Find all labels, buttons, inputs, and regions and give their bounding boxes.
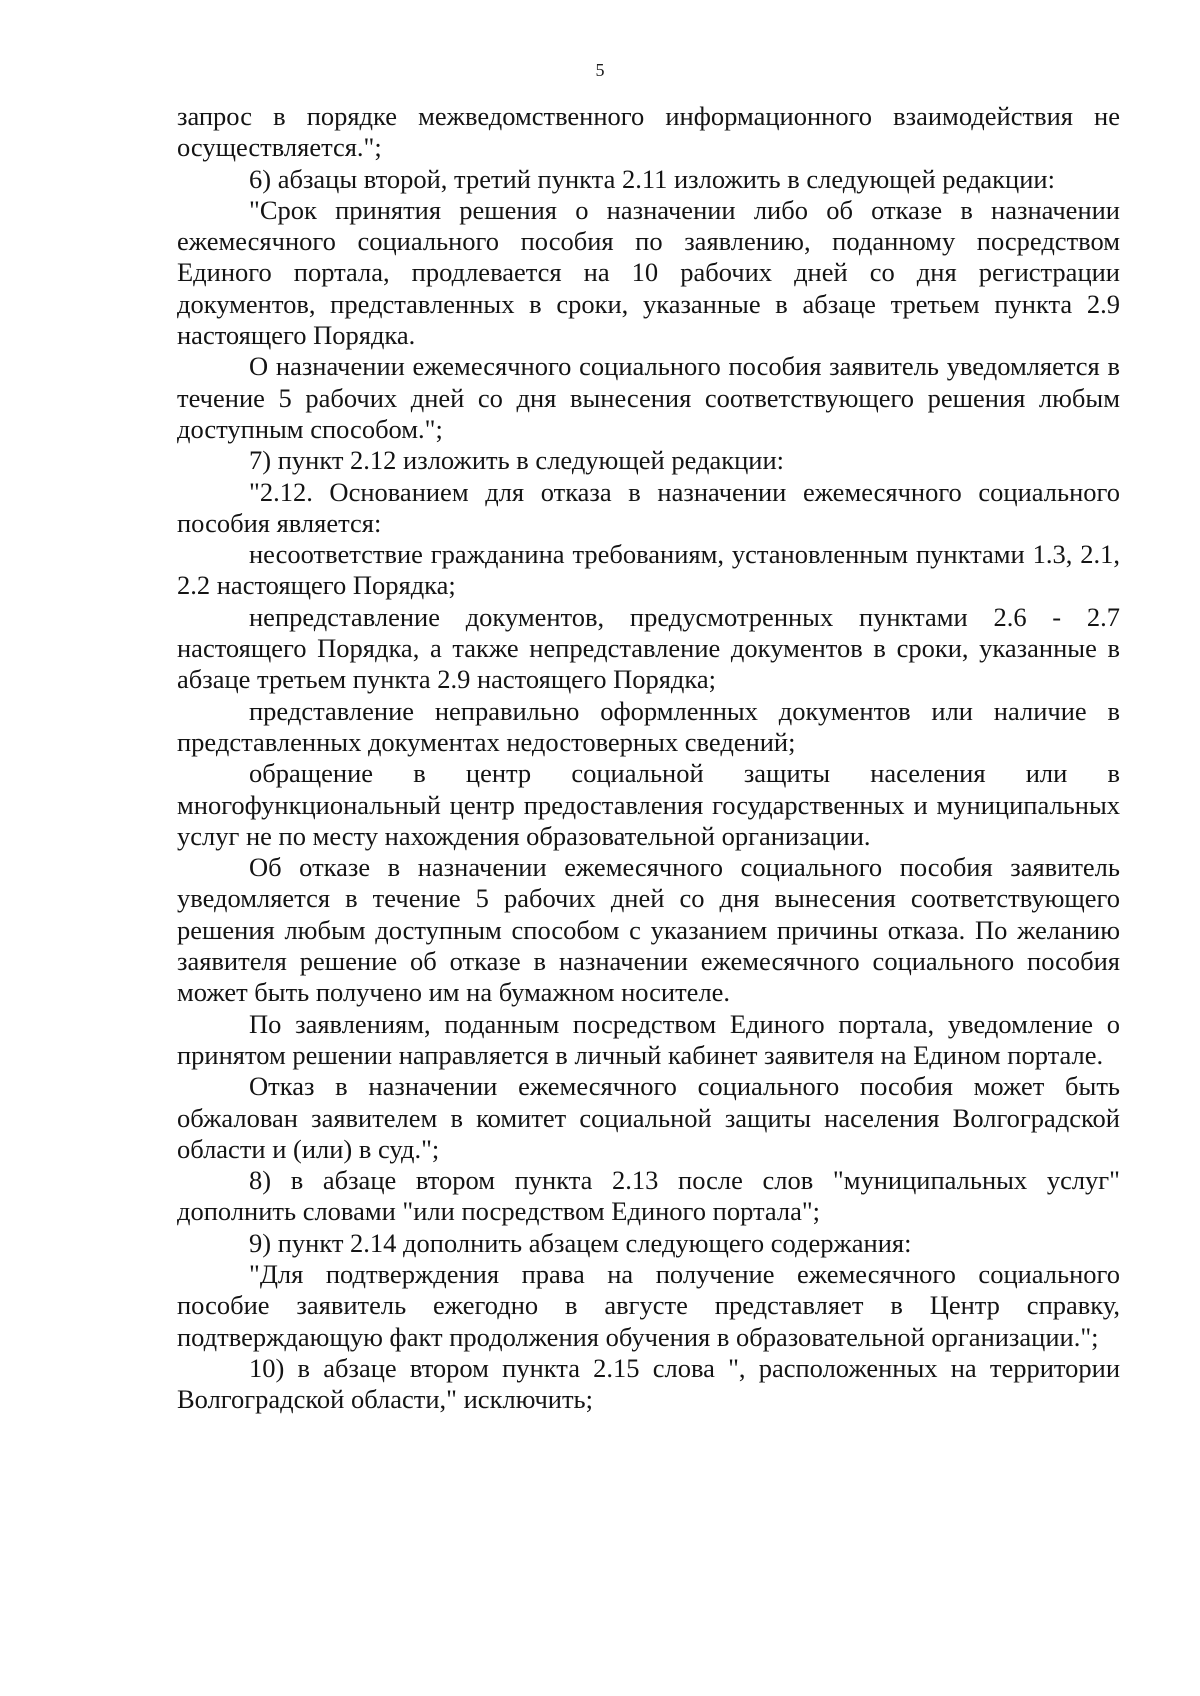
document-body	[177, 101, 1120, 1415]
paragraph-1: запрос в порядке межведомственного информационного взаимодействия не осуществляется.";	[177, 101, 1120, 163]
paragraph-13: Отказ в назначении ежемесячного социального пособия может быть обжалован заявителем в комитет социальной защиты населения Волгоградской области и (или) в суд.";	[177, 1071, 1120, 1164]
paragraph-15: 9) пункт 2.14 дополнить абзацем следующего содержания:	[249, 1227, 912, 1258]
paragraph-12: По заявлениям, поданным посредством Единого портала, уведомление о принятом решении направляется в личный кабинет заявителя на Едином портале.	[177, 1008, 1120, 1070]
paragraph-3: "Срок принятия решения о назначении либо об отказе в назначении ежемесячного социального пособия по заявлению, поданному посредством Единого портала, продлевается на 10 рабочих дней со дня регистрации документов, представленных в сроки, указанные в абзаце третьем пункта 2.9 настоящего Порядка.	[177, 194, 1120, 351]
paragraph-10: обращение в центр социальной защиты населения или в многофункциональный центр предоставления государственных и муниципальных услуг не по месту нахождения образовательной организации.	[177, 758, 1120, 851]
paragraph-8: непредставление документов, предусмотренных пунктами 2.6 - 2.7 настоящего Порядка, а также непредставление документов в сроки, указанные в абзаце третьем пункта 2.9 настоящего Порядка;	[177, 601, 1120, 695]
paragraph-16: "Для подтверждения права на получение ежемесячного социального пособие заявитель ежегодно в августе представляет в Центр справку, подтверждающую факт продолжения обучения в образовательной организации.";	[177, 1258, 1120, 1352]
page-number: 5	[595, 60, 605, 80]
paragraph-7: несоответствие гражданина требованиям, установленным пунктами 1.3, 2.1, 2.2 настоящего Порядка;	[177, 539, 1120, 601]
paragraph-4: О назначении ежемесячного социального пособия заявитель уведомляется в течение 5 рабочих дней со дня вынесения соответствующего решения любым доступным способом.";	[177, 351, 1120, 444]
paragraph-2: 6) абзацы второй, третий пункта 2.11 изложить в следующей редакции:	[249, 163, 1055, 194]
paragraph-9: представление неправильно оформленных документов или наличие в представленных документах недостоверных сведений;	[177, 695, 1120, 757]
paragraph-6: "2.12. Основанием для отказа в назначении ежемесячного социального пособия является:	[177, 476, 1120, 538]
paragraph-11: Об отказе в назначении ежемесячного социального пособия заявитель уведомляется в течение 5 рабочих дней со дня вынесения соответствующего решения любым доступным способом с указанием причины отказа. По желанию заявителя решение об отказе в назначении ежемесячного социального пособия может быть получено им на бумажном носителе.	[177, 852, 1120, 1008]
paragraph-5: 7) пункт 2.12 изложить в следующей редакции:	[249, 445, 785, 476]
paragraph-17: 10) в абзаце втором пункта 2.15 слова ", расположенных на территории Волгоградской области," исключить;	[177, 1352, 1120, 1415]
paragraph-14: 8) в абзаце втором пункта 2.13 после слов "муниципальных услуг" дополнить словами "или посредством Единого портала";	[177, 1165, 1120, 1227]
